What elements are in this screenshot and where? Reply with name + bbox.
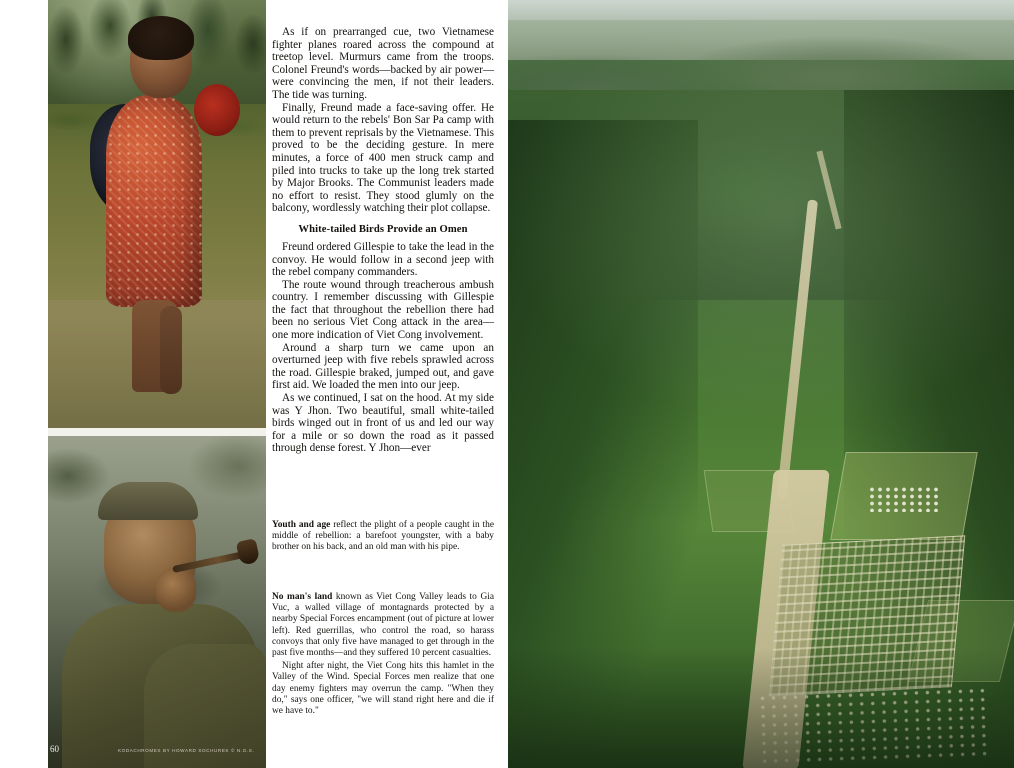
caption-text-continued: Night after night, the Viet Cong hits this hamlet in the Valley of the Wind. Special Forces men realize that one day enemy fighters may overrun the camp. "When they do," says one officer, "we will stand right here and die if we have to." (272, 661, 494, 717)
photo-man-hand (156, 568, 196, 612)
article-text-column (272, 26, 494, 455)
caption-lead: No man's land (272, 592, 333, 602)
caption-youth-and-age (272, 520, 494, 554)
caption-no-mans-land (272, 592, 494, 717)
photo-man-cap (98, 482, 198, 520)
caption-text: reflect the plight of a people caught in the middle of rebellion: a barefoot youngster, with a baby brother on his back, and an old man with his pipe. (272, 520, 495, 553)
photo-boy-leg-second (160, 306, 182, 394)
photo-boy-hair (128, 16, 194, 60)
caption-lead: Youth and age (272, 520, 331, 530)
article-paragraph: Around a sharp turn we came upon an overturned jeep with five rebels sprawled across the road. Gillespie braked, jumped out, and gave first aid. We loaded the men into our jeep. (272, 341, 494, 392)
article-paragraph: As we continued, I sat on the hood. At my side was Y Jhon. Two beautiful, small white-tailed birds winged out in front of us and led our way for a mile or so down the road as it passed through dense forest. Y Jhon—ever (272, 392, 494, 455)
photo-aerial-valley (508, 0, 1014, 768)
left-margin (0, 0, 48, 768)
page-number: 60 (50, 744, 59, 754)
article-paragraph: The route wound through treacherous ambush country. I remember discussing with Gillespie the fact that throughout the rebellion there had been no serious Viet Cong attack in the area—one more indication of Viet Cong involvement. (272, 278, 494, 342)
photo-credit: KODACHROMES BY HOWARD SOCHUREK © N.G.S. (118, 748, 255, 753)
photo-robe-pattern (106, 95, 202, 307)
article-subhead: White-tailed Birds Provide an Omen (298, 223, 468, 235)
photo-boy-with-baby (48, 0, 266, 428)
photo-baby-head (194, 84, 240, 136)
photo-aerial-layers (508, 0, 1014, 768)
article-paragraph: Finally, Freund made a face-saving offer. He would return to the rebels' Bon Sar Pa camp with them to prevent reprisals by the Vietnamese. This proved to be the deciding gesture. In mere minutes, a force of 400 men struck camp and piled into trucks to take up the long trek started by Major Brooks. The Communist leaders made no effort to resist. They stood glumly on the balcony, wordlessly watching their plot collapse. (272, 101, 494, 215)
article-paragraph: Freund ordered Gillespie to take the lead in the convoy. He would follow in a second jeep with the rebel company commanders. (272, 240, 494, 279)
photo-rocky-outcrop (868, 486, 938, 512)
photo-bottom-shadow (508, 648, 1014, 768)
photo-old-man-with-pipe (48, 436, 266, 768)
article-paragraph: As if on prearranged cue, two Vietnamese fighter planes roared across the compound at treetop level. Murmurs came from the troops. Colonel Freund's words—backed by air power—were convincing the men, if not their leaders. The tide was turning. (272, 26, 494, 101)
caption-text: known as Viet Cong Valley leads to Gia Vuc, a walled village of montagnards protected by a nearby Special Forces encampment (out of picture at lower left). Red guerrillas, who control the road, so harass convoys that only five have managed to get through in the past five months—and they suffered 10 percent casualties. (272, 592, 494, 659)
